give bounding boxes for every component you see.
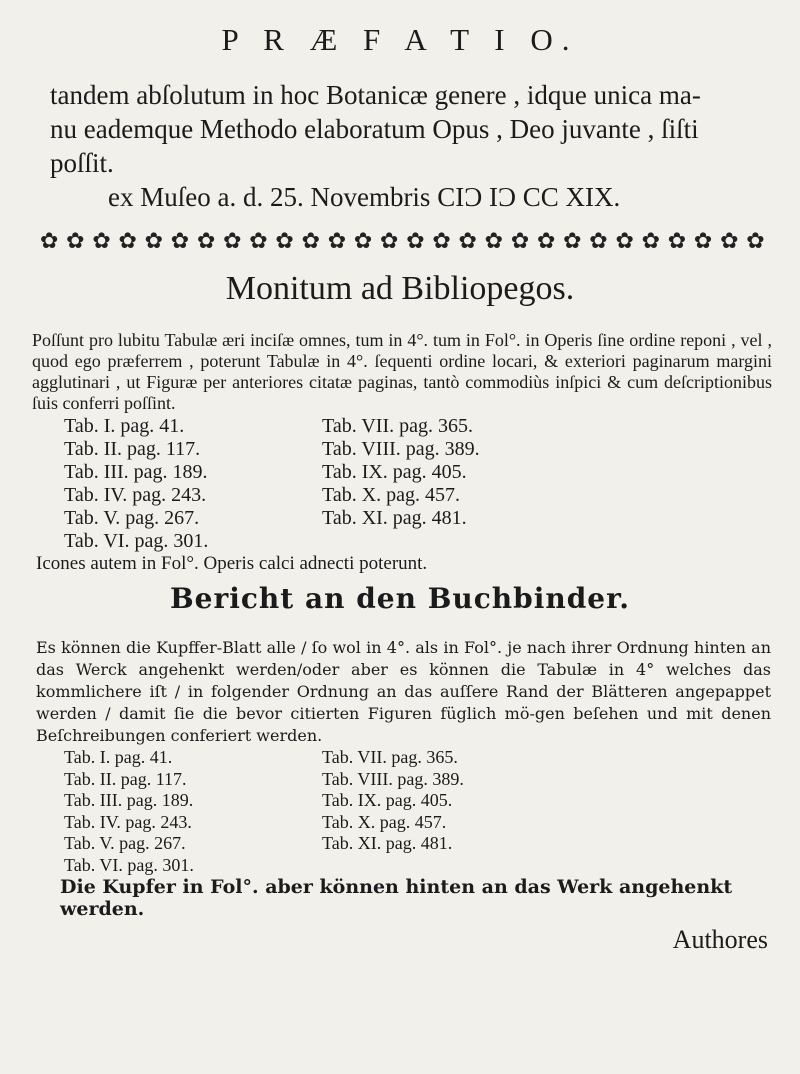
ornament-flower-icon: ✿ [196, 228, 216, 254]
table-row [64, 747, 764, 769]
monitum-title: Monitum ad Bibliopegos. [225, 270, 575, 307]
table-ref-right: Tab. VII. pag. 365. [322, 415, 473, 437]
ornament-flower-icon: ✿ [641, 228, 661, 254]
ornament-flower-icon: ✿ [118, 228, 137, 254]
german-table-list [64, 747, 764, 876]
page-header: P R Æ F A T I O. [221, 22, 579, 57]
ornament-flower-icon: ✿ [40, 228, 59, 254]
ornament-flower-icon: ✿ [536, 228, 556, 254]
intro-line: nu eademque Methodo elaboratum Opus , Deo juvante , ſiſti [50, 114, 699, 144]
ornament-flower-icon: ✿ [380, 228, 399, 254]
ornament-flower-icon: ✿ [667, 228, 687, 254]
table-row [64, 484, 764, 507]
ornament-flower-icon: ✿ [327, 228, 347, 254]
ornament-flower-icon: ✿ [484, 228, 504, 254]
latin-table-list [64, 415, 764, 553]
table-ref-right [322, 855, 622, 877]
table-row [64, 790, 764, 812]
table-ref-left: Tab. I. pag. 41. [64, 747, 173, 767]
table-row [64, 530, 764, 553]
table-row [64, 461, 764, 484]
ornament-flower-icon: ✿ [589, 228, 608, 254]
table-row [64, 438, 764, 461]
dateline: ex Muſeo a. d. 25. Novembris CIƆ IƆ CC XIX. [108, 182, 621, 212]
bericht-title: Bericht an den Buchbinder. [169, 582, 631, 615]
ornament-flower-icon: ✿ [510, 228, 530, 254]
ornament-flower-icon: ✿ [249, 228, 268, 254]
ornament-flower-icon: ✿ [301, 228, 320, 254]
table-ref-left: Tab. II. pag. 117. [64, 438, 201, 460]
table-ref-left: Tab. IV. pag. 243. [64, 484, 207, 506]
table-ref-left: Tab. V. pag. 267. [64, 507, 200, 529]
ornament-flower-icon: ✿ [746, 228, 765, 254]
ornament-flower-icon: ✿ [144, 228, 164, 254]
table-ref-left: Tab. III. pag. 189. [64, 790, 194, 810]
table-row [64, 769, 764, 791]
table-ref-right: Tab. XI. pag. 481. [322, 833, 453, 853]
intro-line: poſſit. [50, 148, 114, 178]
table-ref-right: Tab. VII. pag. 365. [322, 747, 458, 767]
table-ref-right: Tab. X. pag. 457. [322, 484, 461, 506]
ornament-flower-icon: ✿ [170, 228, 190, 254]
ornament-flower-icon: ✿ [353, 228, 373, 254]
table-ref-left: Tab. VI. pag. 301. [64, 530, 209, 552]
table-ref-right: Tab. VIII. pag. 389. [322, 768, 464, 789]
table-ref-right [322, 530, 622, 553]
table-ref-left: Tab. I. pag. 41. [64, 415, 185, 437]
table-ref-left: Tab. III. pag. 189. [64, 461, 208, 483]
table-row [64, 507, 764, 530]
table-ref-left: Tab. II. pag. 117. [64, 768, 187, 789]
table-row [64, 415, 764, 438]
catchword: Authores [672, 925, 768, 954]
table-ref-right: Tab. XI. pag. 481. [322, 507, 467, 529]
bericht-final-note: Die Kupfer in Fol°. aber können hinten an das Werk angehenkt werden. [60, 876, 733, 920]
table-ref-left: Tab. IV. pag. 243. [64, 811, 192, 832]
table-ref-right: Tab. VIII. pag. 389. [322, 438, 480, 460]
table-ref-left: Tab. V. pag. 267. [64, 833, 186, 853]
ornament-flower-icon: ✿ [432, 228, 451, 254]
table-ref-right: Tab. IX. pag. 405. [322, 461, 467, 483]
ornament-flower-icon: ✿ [275, 228, 294, 254]
table-row [64, 833, 764, 855]
table-ref-right: Tab. IX. pag. 405. [322, 790, 453, 810]
ornament-flower-icon: ✿ [615, 228, 634, 254]
icones-note: Icones autem in Fol°. Operis calci adnecti poterunt. [36, 553, 428, 574]
ornament-flower-icon: ✿ [92, 228, 111, 254]
ornament-border [40, 228, 765, 254]
table-row [64, 812, 764, 834]
table-row [64, 855, 764, 877]
table-ref-right: Tab. X. pag. 457. [322, 811, 447, 832]
ornament-flower-icon: ✿ [66, 228, 85, 254]
intro-paragraph [50, 78, 770, 214]
ornament-flower-icon: ✿ [223, 228, 242, 254]
ornament-flower-icon: ✿ [458, 228, 477, 254]
monitum-body: Poſſunt pro lubitu Tabulæ æri inciſæ omnes, tum in 4°. tum in Fol°. in Operis ſine ordine reponi , vel , quod ego præferrem , poterunt Tabulæ in 4°. ſequenti ordine locari, & exteriori paginarum margini agglutinari , ut Figuræ per anteriores citatæ paginas, tantò commodiùs inſpici & cum deſcriptionibus ſuis conferri poſſint. [32, 330, 772, 413]
ornament-flower-icon: ✿ [563, 228, 582, 254]
intro-line: tandem abſolutum in hoc Botanicæ genere , idque unica ma- [50, 80, 701, 110]
bericht-body: Es können die Kupffer-Blatt alle / ſo wol in 4°. als in Fol°. je nach ihrer Ordnung hinten an das Werck angehenkt werden/oder aber es können die Tabulæ in 4° welches das kommlichere iſt / in folgender Ordnung an das auſſere Rand der Blätteren angepappet werden / damit ſie die bevor citierten Figuren füglich mö‑gen beſehen und mit denen Beſchreibungen conferiert werden. [36, 638, 771, 745]
ornament-flower-icon: ✿ [406, 228, 425, 254]
ornament-flower-icon: ✿ [693, 228, 713, 254]
ornament-flower-icon: ✿ [720, 228, 739, 254]
table-ref-left: Tab. VI. pag. 301. [64, 854, 194, 875]
